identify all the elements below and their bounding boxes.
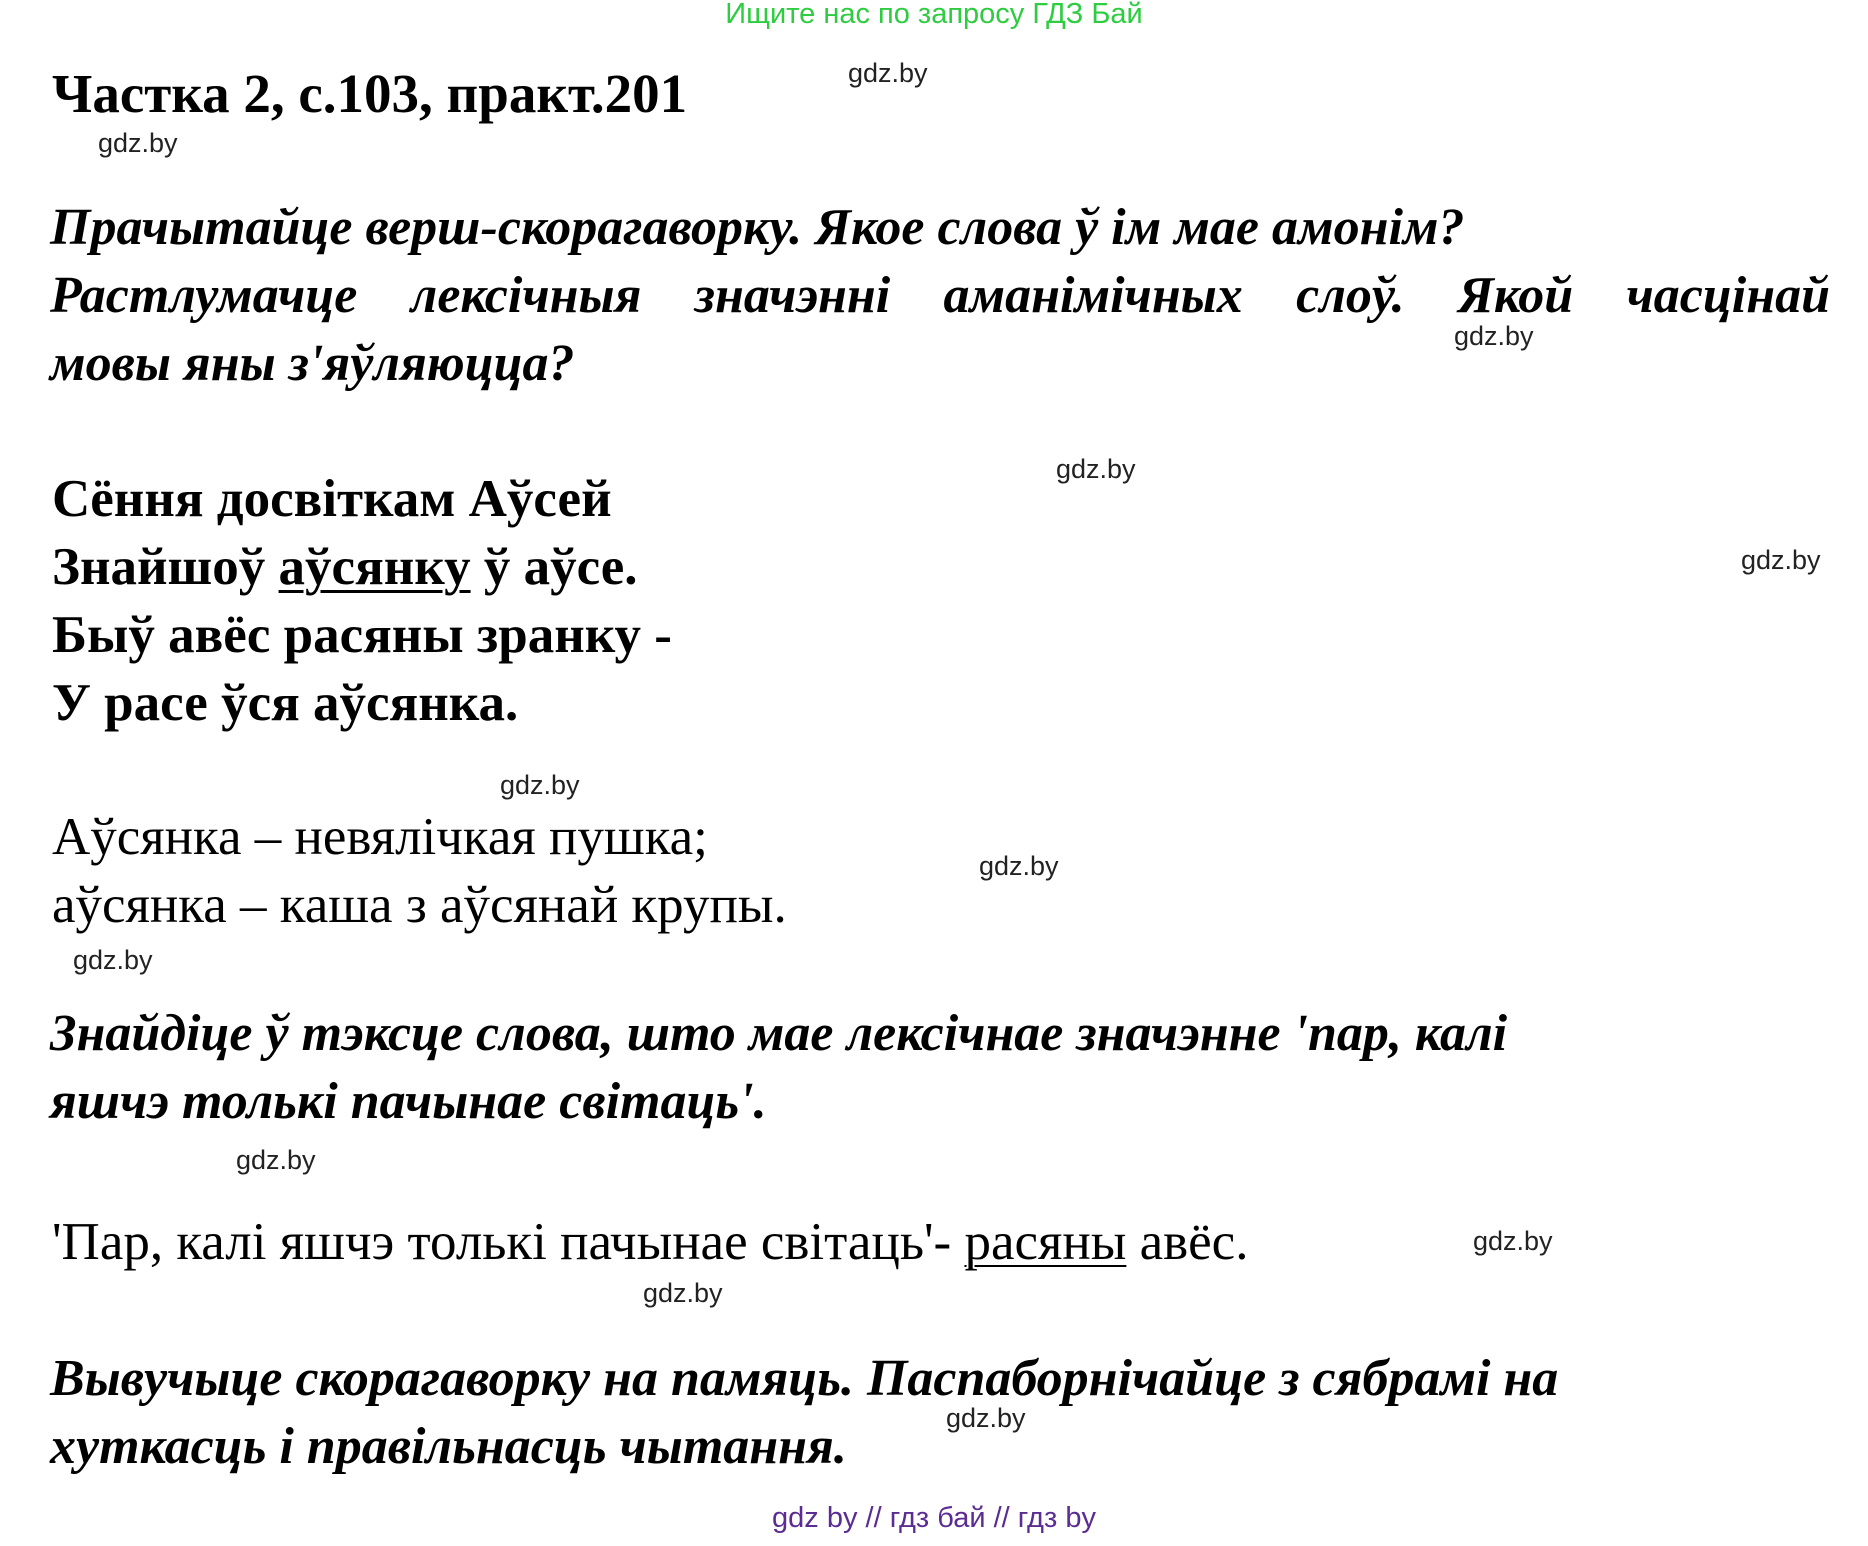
task-1-line-1: Прачытайце верш-скорагаворку. Якое слова ў ім мае амонім? bbox=[50, 199, 1465, 256]
poem-line-3: Быў авёс расяны зранку - bbox=[52, 606, 672, 664]
answer-2-line bbox=[52, 1208, 1248, 1276]
watermark: gdz.by bbox=[643, 1278, 723, 1308]
task-2-line-2: яшчэ толькі пачынае світаць'. bbox=[50, 1073, 767, 1130]
task-3-line-2: хуткасць і правільнасць чытання. bbox=[50, 1418, 847, 1475]
task-1 bbox=[50, 194, 1830, 398]
watermark: gdz.by bbox=[848, 58, 928, 88]
watermark: gdz.by bbox=[1056, 454, 1136, 484]
bottom-banner: gdz by // гдз бай // гдз by bbox=[772, 1502, 1096, 1534]
task-1-line-2: Растлумачце лексічныя значэнні аманімічных слоў. Якой часцінай bbox=[50, 267, 1830, 324]
answer-2-start: 'Пар, калі яшчэ толькі пачынае світаць'- bbox=[52, 1213, 965, 1271]
poem-line-1: Сёння досвіткам Аўсей bbox=[52, 470, 612, 528]
watermark: gdz.by bbox=[1473, 1226, 1553, 1256]
underlined-word-ausianka: аўсянку bbox=[278, 538, 471, 596]
poem-line-4: У расе ўся аўсянка. bbox=[52, 674, 519, 732]
task-2 bbox=[50, 1000, 1830, 1136]
task-1-line-3: мовы яны з'яўляюцца? bbox=[50, 335, 575, 392]
watermark: gdz.by bbox=[1454, 321, 1534, 351]
top-banner: Ищите нас по запросу ГДЗ Бай bbox=[725, 0, 1143, 30]
answer-1 bbox=[52, 803, 787, 939]
task-3-line-1: Вывучыце скорагаворку на памяць. Паспаборнічайце з сябрамі на bbox=[50, 1350, 1559, 1407]
watermark: gdz.by bbox=[1741, 545, 1821, 575]
answer-1-line-1: Аўсянка – невялічкая пушка; bbox=[52, 808, 708, 866]
watermark: gdz.by bbox=[73, 945, 153, 975]
watermark: gdz.by bbox=[500, 770, 580, 800]
watermark: gdz.by bbox=[236, 1145, 316, 1175]
watermark: gdz.by bbox=[946, 1403, 1026, 1433]
poem bbox=[52, 465, 672, 737]
watermark: gdz.by bbox=[979, 851, 1059, 881]
watermark: gdz.by bbox=[98, 128, 178, 158]
task-2-line-1: Знайдіце ў тэксце слова, што мае лексічнае значэнне 'пар, калі bbox=[50, 1005, 1508, 1062]
answer-1-line-2: аўсянка – каша з аўсянай крупы. bbox=[52, 876, 787, 934]
answer-2-end: авёс. bbox=[1126, 1213, 1249, 1271]
task-3 bbox=[50, 1345, 1830, 1481]
underlined-word-rasiany: расяны bbox=[964, 1213, 1127, 1271]
poem-line-2-end: ў аўсе. bbox=[470, 538, 638, 596]
poem-line-2-start: Знайшоў bbox=[52, 538, 279, 596]
answer-2 bbox=[52, 1208, 1248, 1276]
poem-line-2 bbox=[52, 533, 672, 601]
page-title: Частка 2, с.103, практ.201 bbox=[52, 63, 688, 124]
